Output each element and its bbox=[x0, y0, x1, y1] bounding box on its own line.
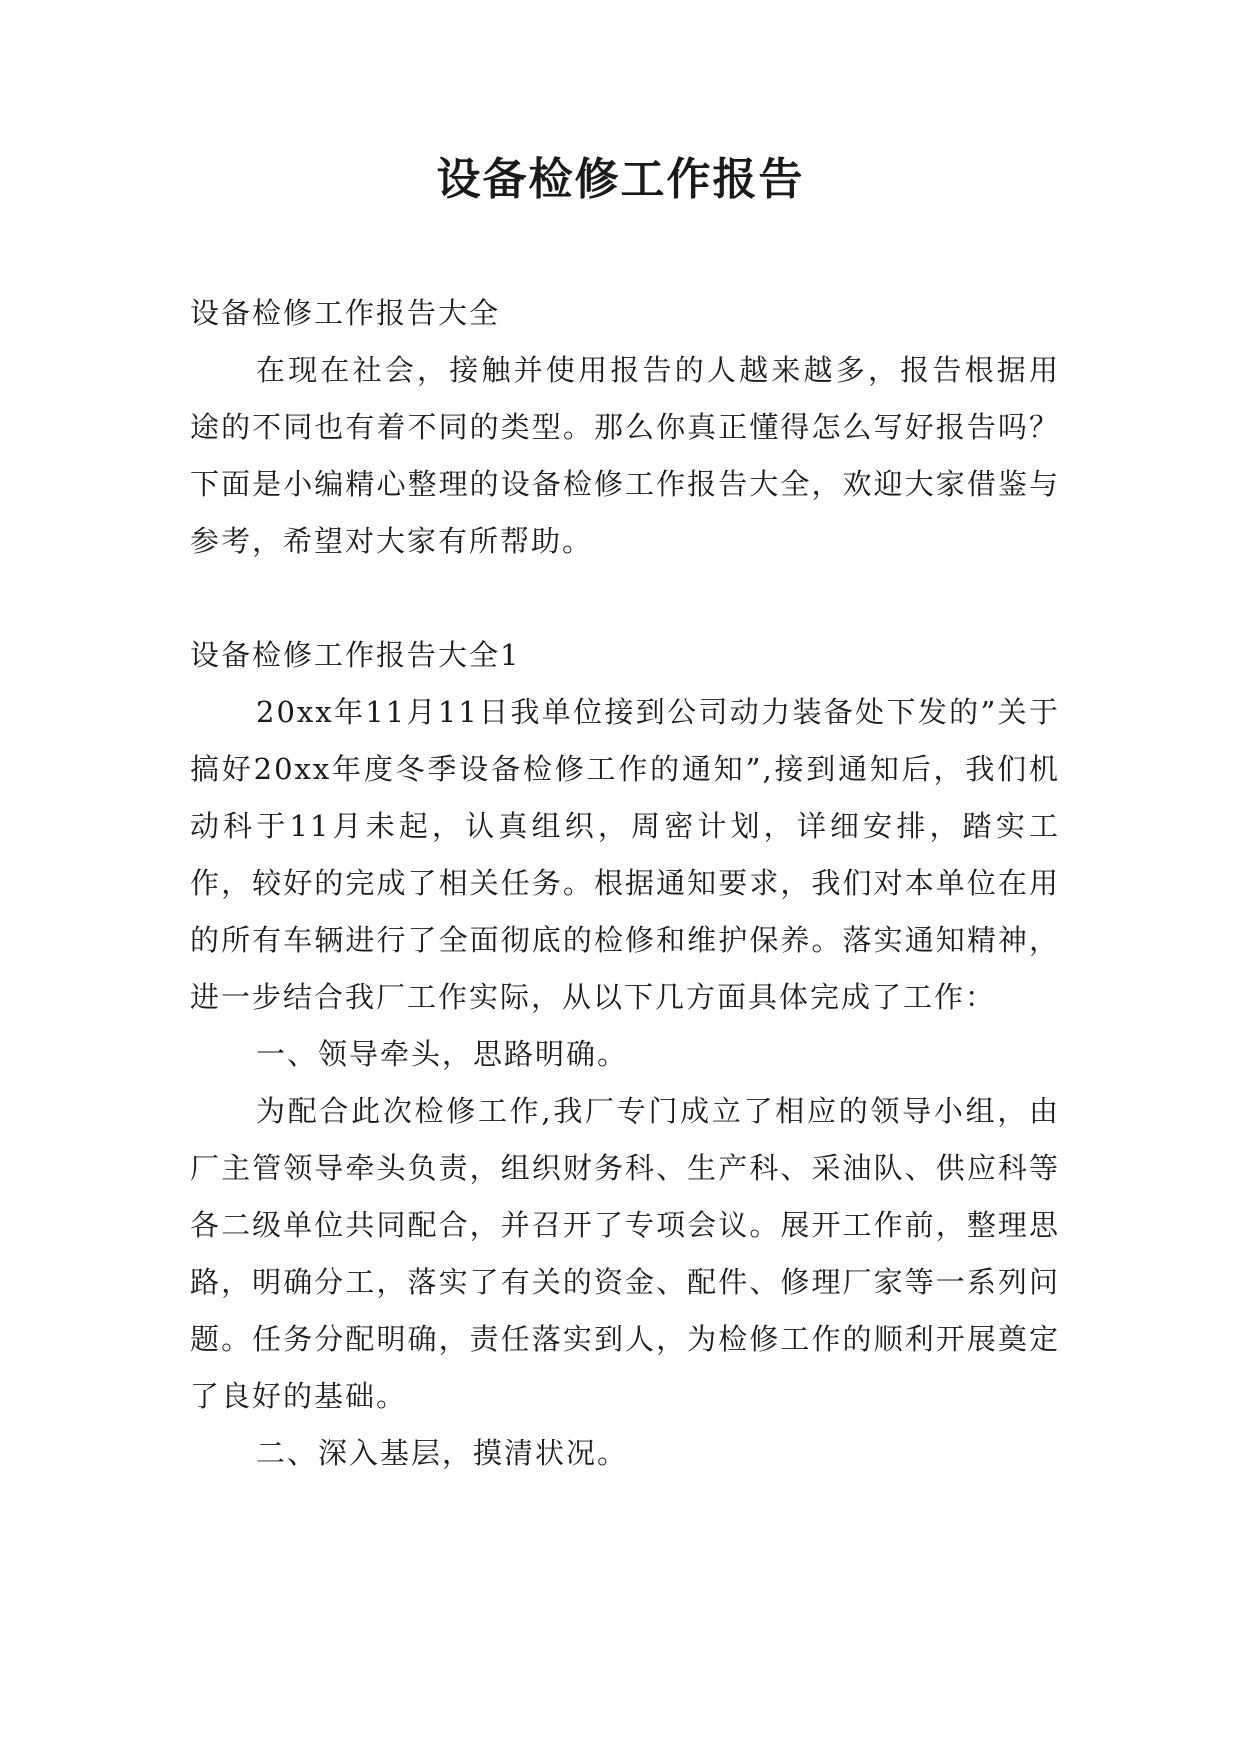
section-heading: 设备检修工作报告大全 bbox=[190, 296, 501, 330]
document-body bbox=[190, 285, 1060, 1482]
body-paragraph: 为配合此次检修工作,我厂专门成立了相应的领导小组，由厂主管领导牵头负责，组织财务科、生产科、采油队、供应科等各二级单位共同配合，并召开了专项会议。展开工作前，整理思路，明确分工，落实了有关的资金、配件、修理厂家等一系列问题。任务分配明确，责任落实到人，为检修工作的顺利开展奠定了良好的基础。 bbox=[190, 1094, 1060, 1413]
subsection-heading: 一、领导牵头，思路明确。 bbox=[256, 1037, 629, 1071]
section-heading: 设备检修工作报告大全1 bbox=[190, 638, 521, 672]
intro-paragraph: 在现在社会，接触并使用报告的人越来越多，报告根据用途的不同也有着不同的类型。那么你真正懂得怎么写好报告吗？下面是小编精心整理的设备检修工作报告大全，欢迎大家借鉴与参考，希望对大家有所帮助。 bbox=[190, 353, 1060, 558]
body-paragraph: 20xx年11月11日我单位接到公司动力装备处下发的”关于搞好20xx年度冬季设备检修工作的通知”,接到通知后，我们机动科于11月未起，认真组织，周密计划，详细安排，踏实工作，较好的完成了相关任务。根据通知要求，我们对本单位在用的所有车辆进行了全面彻底的检修和维护保养。落实通知精神，进一步结合我厂工作实际，从以下几方面具体完成了工作： bbox=[190, 695, 1060, 1014]
subsection-heading: 二、深入基层，摸清状况。 bbox=[256, 1436, 629, 1470]
page-title: 设备检修工作报告 bbox=[436, 154, 805, 205]
